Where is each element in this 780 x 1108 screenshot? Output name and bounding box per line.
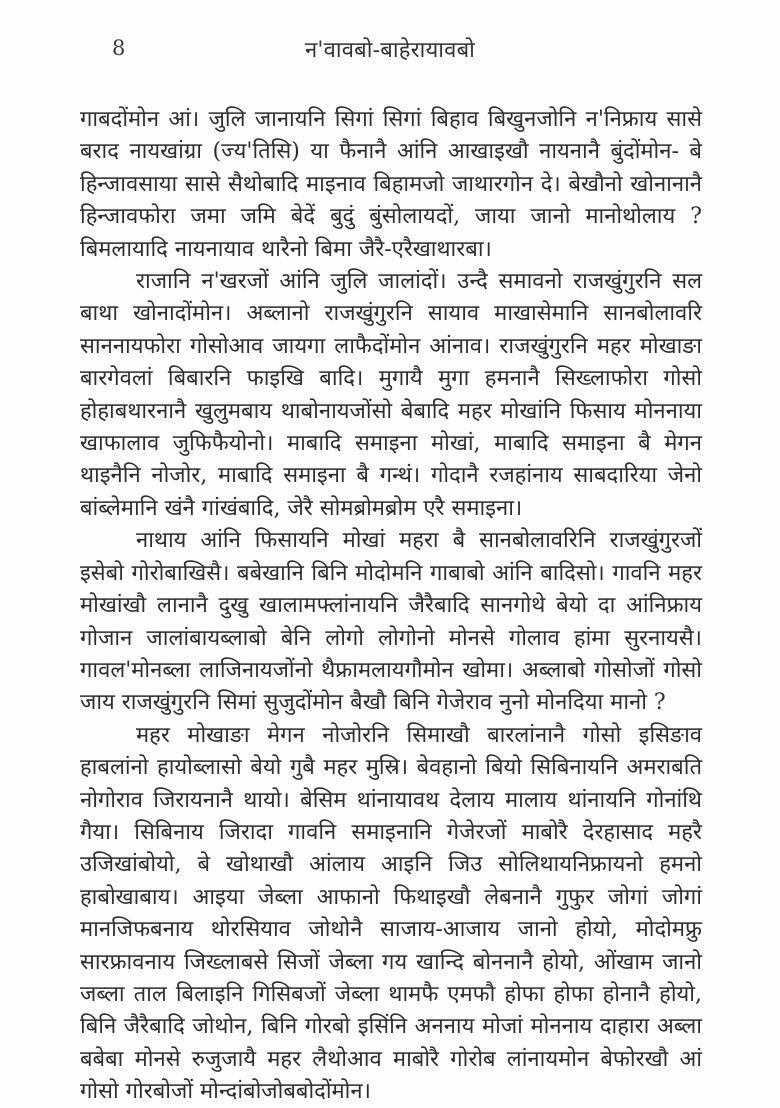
running-title: न'वावबो-बाहेरायावबो (304, 38, 476, 63)
page-header (0, 0, 780, 70)
paragraph: नाथाय आंनि फिसायनि मोखां महरा बै सानबोलावरिनि राजखुंगुरजों इसेबो गोरोबाखिसै। बबेखानि बिनि मोदोमनि गाबाबो आंनि बादिसो। गावनि महर मोखांखौ लानानै दुखु खालामफ्लांनायनि जैरैबादि सानगोथे बेयो दा आंनिफ्राय गोजान जालांबायब्लाबो बेनि लोगो लोगोनो मोनसे गोलाव हांमा सुरनायसै। गावल'मोनब्ला लाजिनायजोंनो थैफ्रामलायगौमोन खोमा। अब्लाबो गोसोजों गोसो जाय राजखुंगुरनि सिमां सुजुदोंमोन बैखौ बिनि गेजेराव नुनो मोनदिया मानो ? (80, 528, 702, 716)
paragraph: महर मोखाङा मेगन नोजोरनि सिमाखौ बारलांनानै गोसो इसिङाव हाबलांनो हायोब्लासो बेयो गुबै महर मुस्रि। बेवहानो बियो सिबिनायनि अमराबति नोगोराव जिरायनानै थायो। बेसिम थांनायावथ देलाय मालाय थांनायनि गोनांथि गैया। सिबिनाय जिरादा गावनि समाइनानि गेजेरजों माबोरै देरहासाद महरै उजिखांबोयो, बे खोथाखौ आंलाय आइनि जिउ सोलिथायनिफ्रायनो हमनो हाबोखाबाय। आइया जेब्ला आफानो फिथाइखौ लेबनानै गुफुर जोगां जोगां मानजिफबनाय थोरसियाव जोथोनै साजाय-आजाय जानो होयो, मोदोमफ्रु सारफ्रावनाय जिख्लाबसे सिजों जेब्ला गय खान्दि बोननानै होयो, ओंखाम जानो जब्ला ताल बिलाइनि गिसिबजों जेब्ला थामफै एमफौ होफा होफा होनानै होयो, बिनि जैरैबादि जोथोन, बिनि गोरबो इसिंनि अननाय मोजां मोननाय दाहारा अब्ला बबेबा मोनसे रुजुजायै महर लैथोआव माबोरै गोरोब लांनायमोन बेफोरखौ आं गोसो गोरबोजों मोन्दांबोजोबबोदोंमोन। (80, 722, 702, 1105)
body-text (80, 104, 702, 1108)
paragraph: गाबदोंमोन आं। जुलि जानायनि सिगां सिगां बिहाव बिखुनजोनि न'निफ्राय सासे बराद नायखांग्रा (ज्य'तिसि) या फैनानै आंनि आखाइखौ नायनानै बुंदोंमोन- बे हिन्जावसाया सासे सैथोबादि माइनाव बिहामजो जाथारगोन दे। बेखौनो खोनानानै हिन्जावफोरा जमा जमि बेदें बुदुं बुंसोलायदों, जाया जानो मानोथोलाय ? बिमलायादि नायनायाव थारैनो बिमा जैरै-एरैखाथारबा। (80, 107, 702, 262)
page-number: 8 (112, 36, 126, 60)
paragraph: राजानि न'खरजों आंनि जुलि जालांदों। उन्दै समावनो राजखुंगुरनि सल बाथा खोनादोंमोन। अब्लानो राजखुंगुरनि सायाव माखासेमानि सानबोलावरि साननायफोरा गोसोआव जायगा लाफैदोंमोन आंनाव। राजखुंगुरनि महर मोखाङा बारगेवलां बिबारनि फाइखि बादि। मुगायै मुगा हमनानै सिख्लाफोरा गोसो होहाबथारनानै खुलुमबाय थाबोनायजोंसो बेबादि महर मोखांनि फिसाय मोननाया खाफालाव जुफिफैयोनो। माबादि समाइना मोखां, माबादि समाइना बै मेगन थाइनैनि नोजोर, माबादि समाइना बै गन्थं। गोदानै रजहांनाय साबदारिया जेनो बांब्लेमानि खंनै गांखंबादि, जेरै सोमब्रोमब्रोम एरै समाइना। (80, 269, 702, 521)
